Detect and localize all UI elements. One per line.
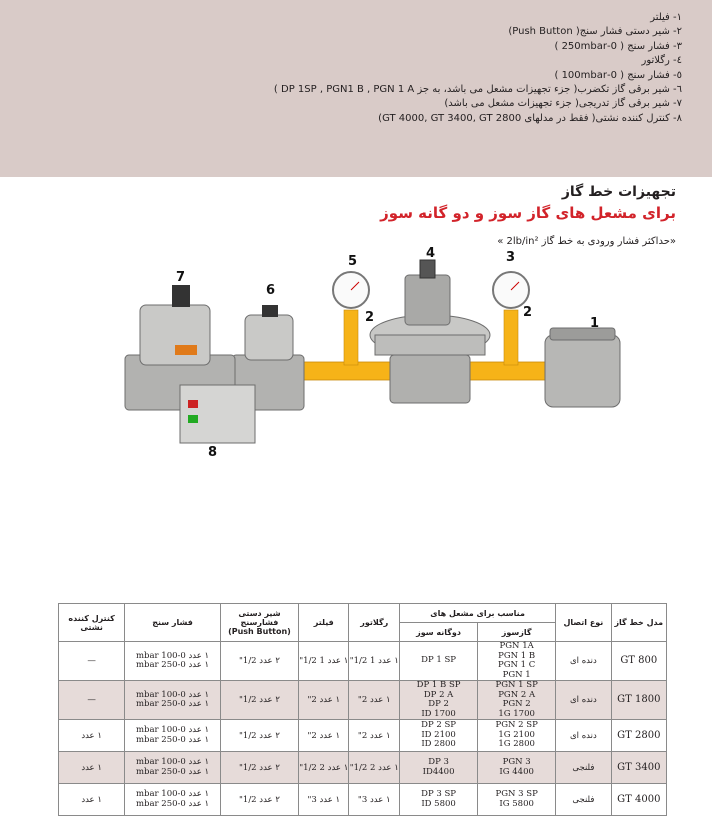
cell-valve: ٢ عدد 1/2"	[220, 752, 298, 784]
cell-dual-line: ID 2800	[421, 739, 456, 750]
cell-filter: ١ عدد 2"	[299, 720, 349, 752]
legend-item: ٧- شیر برقی گاز تدریجی( جزء تجهیزات مشعل می باشد)	[444, 98, 682, 110]
cell-valve: ٢ عدد 1/2"	[220, 681, 298, 720]
cell-regulator: ١ عدد 1 1/2"	[349, 642, 400, 681]
cell-gauge	[125, 681, 221, 720]
cell-gas-line: IG 4400	[499, 766, 534, 777]
col-header-valve	[220, 604, 298, 642]
cell-regulator: ١ عدد 2"	[349, 681, 400, 720]
legend-item: ٥- فشار سنج ( 0-100mbar )	[554, 69, 682, 81]
cell-gas	[478, 642, 556, 681]
table-row	[59, 784, 667, 816]
cell-dual-line: ID 2100	[421, 729, 456, 740]
cell-dual-line: DP 1 B SP	[416, 680, 461, 690]
gauge-riser-left	[344, 310, 358, 365]
legend-item: ٢- شیر دستی فشار سنج( Push Button)	[508, 26, 682, 38]
col-header-model: مدل خط گاز	[611, 604, 666, 642]
cell-valve: ٢ عدد 1/2"	[220, 720, 298, 752]
table-row	[59, 642, 667, 681]
cell-gauge-line: ١ عدد 0-250 mbar	[135, 660, 210, 670]
pressure-gauge-left	[333, 272, 369, 308]
cell-leak: ١ عدد	[59, 720, 125, 752]
legend-item: ١- فیلتر	[650, 12, 682, 23]
callout-2-left: 2	[365, 310, 375, 325]
cell-gas	[478, 784, 556, 816]
cell-gas-line: 1G 1700	[498, 708, 535, 719]
col-header-connection: نوع اتصال	[556, 604, 611, 642]
cell-gas-line: PGN 1 B	[498, 650, 536, 661]
cell-gas-line: PGN 1 C	[498, 660, 536, 670]
cell-gauge-line: ١ عدد 0-100 mbar	[135, 650, 210, 661]
cell-filter: ١ عدد 2"	[299, 681, 349, 720]
legend-item: ٨- کنترل کننده نشتی( فقط در مدلهای GT 4000, GT 3400, GT 2800)	[378, 112, 682, 124]
table-row	[59, 681, 667, 720]
callout-1: 1	[590, 316, 600, 331]
cell-dual	[400, 752, 478, 784]
cell-gauge-line: ١ عدد 0-100 mbar	[135, 689, 210, 700]
cell-regulator: ١ عدد 3"	[349, 784, 400, 816]
callout-7: 7	[176, 270, 186, 285]
cell-model: GT 4000	[611, 784, 666, 816]
cell-gas-line: IG 5800	[499, 798, 534, 809]
legend-item: ٦- شیر برقی گاز تکضرب( جزء تجهیزات مشعل می باشد، به جز DP 1SP , PGN1 B , PGN 1 A )	[273, 84, 682, 96]
cell-gauge-line: ١ عدد 0-100 mbar	[135, 725, 210, 735]
callout-4: 4	[426, 246, 436, 261]
pressure-gauge-right	[493, 272, 529, 308]
cell-regulator: ١ عدد 2"	[349, 720, 400, 752]
filter-body	[545, 328, 620, 407]
leak-controller-box	[180, 385, 255, 443]
cell-leak: ١ عدد	[59, 752, 125, 784]
cell-dual-line: ID 5800	[421, 798, 456, 809]
cell-gauge	[125, 784, 221, 816]
col-header-valve-label: شیر دستی فشارسنج	[238, 609, 281, 627]
col-header-leak: کنترل کننده نشتی	[59, 604, 125, 642]
cell-valve: ٢ عدد 1/2"	[220, 642, 298, 681]
title-line-1: تجهیزات خط گاز	[561, 184, 676, 200]
callout-5: 5	[348, 254, 358, 269]
cell-dual-line: DP 3 SP	[421, 789, 457, 799]
cell-gas	[478, 681, 556, 720]
cell-gas-line: PGN 3 SP	[495, 789, 538, 799]
callout-8: 8	[208, 445, 218, 460]
cell-dual-line: DP 2 A	[423, 689, 454, 700]
cell-connection: دنده ای	[556, 720, 611, 752]
table-row	[59, 752, 667, 784]
cell-leak: —	[59, 642, 125, 681]
cell-model: GT 800	[611, 642, 666, 681]
cell-gauge-line: ١ عدد 0-250 mbar	[135, 766, 210, 777]
cell-leak: ١ عدد	[59, 784, 125, 816]
col-header-filter: فیلتر	[299, 604, 349, 642]
cell-gauge-line: ١ عدد 0-250 mbar	[135, 798, 210, 809]
cell-leak: —	[59, 681, 125, 720]
gauge-riser-right	[504, 310, 518, 365]
cell-dual	[400, 720, 478, 752]
cell-gauge-line: ١ عدد 0-250 mbar	[135, 734, 210, 745]
cell-filter: ١ عدد 3"	[299, 784, 349, 816]
cell-dual	[400, 681, 478, 720]
cell-gas	[478, 720, 556, 752]
cell-dual-line: DP 1 SP	[421, 655, 457, 666]
gas-train-illustration	[0, 250, 712, 480]
table-row	[59, 720, 667, 752]
cell-gas-line: PGN 1 SP	[495, 680, 538, 690]
gas-train-spec-table	[58, 603, 667, 816]
col-header-dual: دوگانه سوز	[400, 623, 478, 642]
legend-item: ٣- فشار سنج ( 0-250mbar )	[554, 40, 682, 52]
cell-gas-line: PGN 2	[502, 699, 531, 709]
cell-gas-line: 1G 2800	[498, 739, 535, 750]
cell-dual-line: DP 2 SP	[421, 720, 457, 731]
col-header-valve-sub: (Push Button)	[228, 627, 291, 636]
cell-model: GT 1800	[611, 681, 666, 720]
cell-dual	[400, 642, 478, 681]
cell-filter: ١ عدد 1 1/2"	[299, 642, 349, 681]
cell-connection: فلنجی	[556, 752, 611, 784]
col-header-regulator: رگلاتور	[349, 604, 400, 642]
title-line-2: برای مشعل های گاز سوز و دو گانه سوز	[380, 204, 676, 222]
col-header-gauge: فشار سنج	[125, 604, 221, 642]
cell-regulator: ١ عدد 2 1/2"	[349, 752, 400, 784]
cell-gauge	[125, 642, 221, 681]
pressure-note: «حداکثر فشار ورودی به خط گاز 2lb/in² »	[497, 236, 676, 247]
cell-dual	[400, 784, 478, 816]
cell-gas-line: PGN 1	[502, 669, 531, 680]
cell-connection: دنده ای	[556, 642, 611, 681]
cell-gauge-line: ١ عدد 0-250 mbar	[135, 699, 210, 709]
cell-gas-line: PGN 2 SP	[495, 720, 538, 731]
cell-connection: دنده ای	[556, 681, 611, 720]
component-legend	[42, 11, 682, 126]
cell-filter: ١ عدد 2 1/2"	[299, 752, 349, 784]
cell-dual-line: ID4400	[422, 766, 455, 777]
callout-3: 3	[506, 250, 516, 265]
cell-gas-line: PGN 3	[502, 757, 531, 767]
callout-6: 6	[266, 283, 276, 298]
cell-gauge-line: ١ عدد 0-100 mbar	[135, 757, 210, 767]
legend-item: ٤- رگلاتور	[641, 55, 682, 67]
cell-gas-line: PGN 2 A	[498, 689, 536, 700]
cell-gauge	[125, 720, 221, 752]
cell-gas-line: 1G 2100	[498, 729, 535, 740]
col-header-gas: گازسوز	[478, 623, 556, 642]
cell-connection: فلنجی	[556, 784, 611, 816]
cell-gauge	[125, 752, 221, 784]
cell-model: GT 3400	[611, 752, 666, 784]
cell-dual-line: ID 1700	[421, 708, 456, 719]
cell-valve: ٢ عدد 1/2"	[220, 784, 298, 816]
cell-dual-line: DP 2	[428, 699, 449, 709]
cell-model: GT 2800	[611, 720, 666, 752]
cell-gas	[478, 752, 556, 784]
cell-dual-line: DP 3	[428, 757, 449, 767]
callout-2-right: 2	[523, 305, 533, 320]
col-header-suitable: مناسب برای مشعل های	[400, 604, 556, 623]
regulator-body	[370, 260, 490, 403]
cell-gas-line: PGN 1A	[499, 641, 534, 651]
cell-gauge-line: ١ عدد 0-100 mbar	[135, 789, 210, 799]
